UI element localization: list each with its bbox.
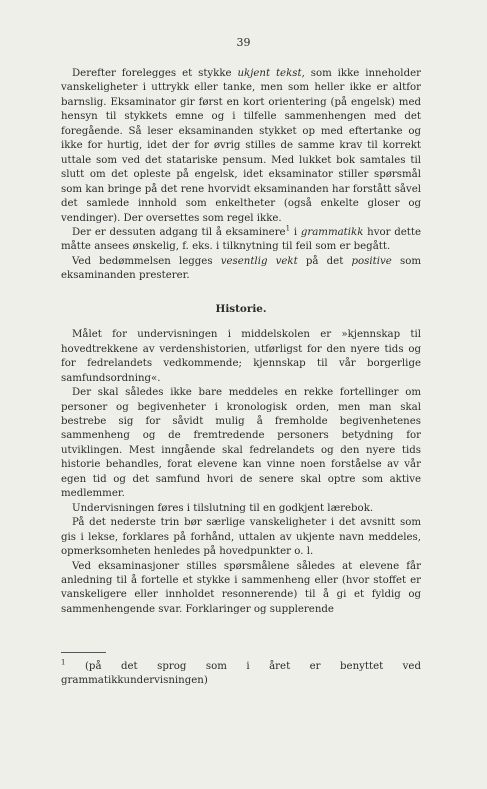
paragraph-goal: Målet for undervisningen i middelskolen er »kjennskap til hovedtrekkene av verdenshistorien, utførligst for den nyere tids og for fedrelandets vedkommende; kjennskap til vår borgerlige samfundsordning«.: [61, 329, 421, 384]
emphasis-ukjent-tekst: ukjent tekst: [237, 68, 302, 79]
page-number: 39: [236, 36, 251, 49]
paragraph-approach: Der skal således ikke bare meddeles en rekke fortellinger om personer og begivenheter i kronologisk orden, men man skal bestrebe sig for såvidt mulig å fremholde begivenhetenes sammenheng og de fremtredende personers betydning for utviklingen. Mest inngående skal fedrelandets og den nyere tids historie behandles, forat elevene kan vinne noen forståelse av vår egen tid og det samfund hvori de senere skal optre som aktive medlemmer.: [61, 387, 421, 500]
paragraph-lower-level: På det nederste trin bør særlige vanskeligheter i det avsnitt som gis i lekse, forklares på forhånd, uttalen av ukjente navn meddeles, opmerksomheten henledes på hovedpunkter o. l.: [61, 517, 421, 558]
paragraph-textbook: Undervisningen føres i tilslutning til en godkjent lærebok.: [72, 502, 374, 514]
emphasis-grammatikk: grammatikk: [300, 226, 364, 238]
main-text: [61, 67, 421, 617]
footnote-marker: 1: [61, 658, 66, 667]
paragraph-grammar: Der er dessuten adgang til å eksaminere$^1$ i grammatikk hvor dette måtte ansees ønskelig, f. eks. i tilknytning til feil som er begått.: [61, 224, 421, 253]
section-heading-historie: Historie.: [215, 302, 267, 315]
footnote-text: (på det sprog som i året er benyttet ved grammatikkundervisningen): [61, 661, 421, 687]
emphasis-positive: positive: [351, 255, 392, 267]
footnote-divider: [61, 652, 106, 653]
footnote-reference: 1: [285, 224, 291, 233]
paragraph-examination: Ved eksaminasjoner stilles spørsmålene således at elevene får anledning til å fortelle et stykke i sammenheng eller (hvor stoffet er vanskeligere eller innholdet resonnerende) til å gi et fyldig og sammenhengende svar. Forklaringer og supplerende: [61, 560, 421, 615]
paragraph-assessment: Ved bedømmelsen legges vesentlig vekt på det positive som eksaminanden presterer.: [61, 255, 421, 282]
emphasis-vesentlig-vekt: vesentlig vekt: [220, 255, 298, 267]
paragraph-unseen-text: Derefter forelegges et stykke ukjent tekst, som ikke inneholder vanskeligheter i uttrykk eller tanke, men som heller ikke er altfor barnslig. Eksaminator gir først en kort orientering (på engelsk) med hensyn til stykkets emne og i tilfelle sammenhengen med det foregående. Så leser eksaminanden stykket op med eftertanke og ikke for hurtig, idet der for øvrig stilles de samme krav til korrekt uttale som ved det statariske pensum. Med lukket bok samtales til slutt om det opleste på engelsk, idet eksaminator stiller spørsmål som kan bringe på det rene hvorvidt eksaminanden har forstått såvel det samlede innhold som enkeltheter (også enkelte gloser og vendinger). Der oversettes som regel ikke.: [61, 68, 421, 224]
footnote: [61, 660, 421, 689]
